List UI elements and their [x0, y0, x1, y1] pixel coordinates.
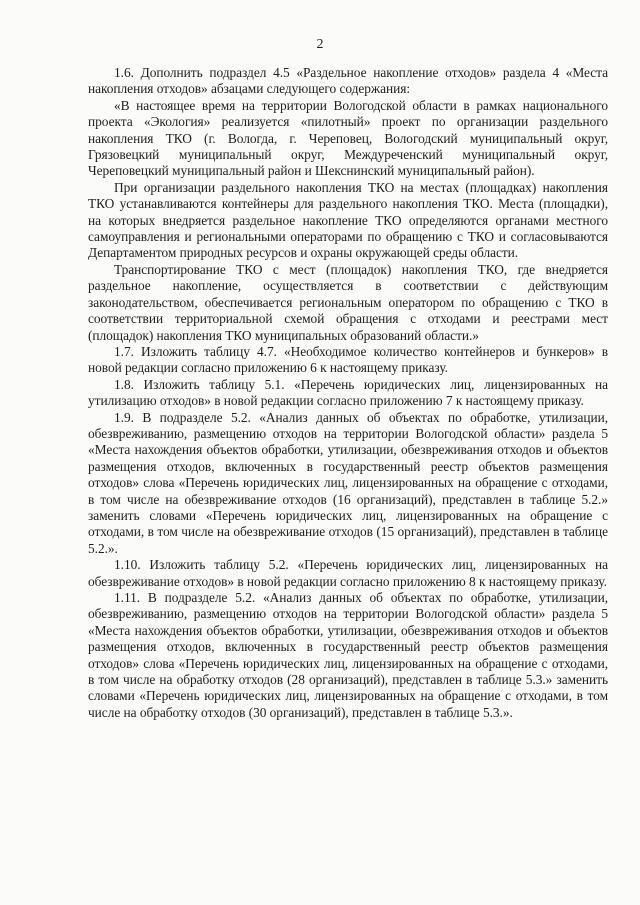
paragraph-1-8: 1.8. Изложить таблицу 5.1. «Перечень юридических лиц, лицензированных на утилизацию отходов» в новой редакции согласно приложению 7 к настоящему приказу.: [88, 376, 608, 409]
paragraph-separate-accumulation: При организации раздельного накопления ТКО на местах (площадках) накопления ТКО устанавливаются контейнеры для раздельного накопления ТКО. Места (площадки), на которых внедряется раздельное накопление ТКО определяются органами местного самоуправления и региональными операторами по обращению с ТКО и согласовываются Департаментом природных ресурсов и охраны окружающей среды области.: [88, 179, 608, 261]
paragraph-pilot-project: «В настоящее время на территории Вологодской области в рамках национального проекта «Экология» реализуется «пилотный» проект по организации раздельного накопления ТКО (г. Вологда, г. Череповец, Вологодский муниципальный округ, Грязовецкий муниципальный округ, Междуреченский муниципальный округ, Череповецкий муниципальный район и Шекснинский муниципальный район).: [88, 97, 608, 179]
paragraph-1-11: 1.11. В подразделе 5.2. «Анализ данных об объектах по обработке, утилизации, обезвреживанию, размещению отходов на территории Вологодской области» раздела 5 «Места нахождения объектов обработки, утилизации, обезвреживания отходов и объектов размещения отходов, включенных в государственный реестр объектов размещения отходов» слова «Перечень юридических лиц, лицензированных на обращение с отходами, в том числе на обработку отходов (28 организаций), представлен в таблице 5.3.» заменить словами «Перечень юридических лиц, лицензированных на обращение с отходами, в том числе на обработку отходов (30 организаций), представлен в таблице 5.3.».: [88, 590, 608, 720]
paragraph-1-7: 1.7. Изложить таблицу 4.7. «Необходимое количество контейнеров и бункеров» в новой редакции согласно приложению 6 к настоящему приказу.: [88, 343, 608, 376]
document-body: [88, 65, 608, 721]
paragraph-1-10: 1.10. Изложить таблицу 5.2. «Перечень юридических лиц, лицензированных на обезвреживание отходов» в новой редакции согласно приложению 8 к настоящему приказу.: [88, 557, 608, 589]
paragraph-1-6: 1.6. Дополнить подраздел 4.5 «Раздельное накопление отходов» раздела 4 «Места накопления отходов» абзацами следующего содержания:: [88, 65, 608, 97]
paragraph-1-9: 1.9. В подразделе 5.2. «Анализ данных об объектах по обработке, утилизации, обезвреживанию, размещению отходов на территории Вологодской области» раздела 5 «Места нахождения объектов обработки, утилизации, обезвреживания отходов и объектов размещения отходов, включенных в государственный реестр объектов размещения отходов» слова «Перечень юридических лиц, лицензированных на обращение с отходами, в том числе на обезвреживание отходов (16 организаций), представлен в таблице 5.2.» заменить словами «Перечень юридических лиц, лицензированных на обращение с отходами, в том числе на обезвреживание отходов (15 организаций), представлен в таблице 5.2.».: [88, 409, 608, 556]
paragraph-transportation: Транспортирование ТКО с мест (площадок) накопления ТКО, где внедряется раздельное накопление, осуществляется в соответствии с действующим законодательством, обеспечивается региональным оператором по обращению с ТКО в соответствии территориальной схемой обращения с отходами и реестрами мест (площадок) накопления ТКО муниципальных образований области.»: [88, 261, 608, 343]
page-number: 2: [316, 37, 324, 52]
